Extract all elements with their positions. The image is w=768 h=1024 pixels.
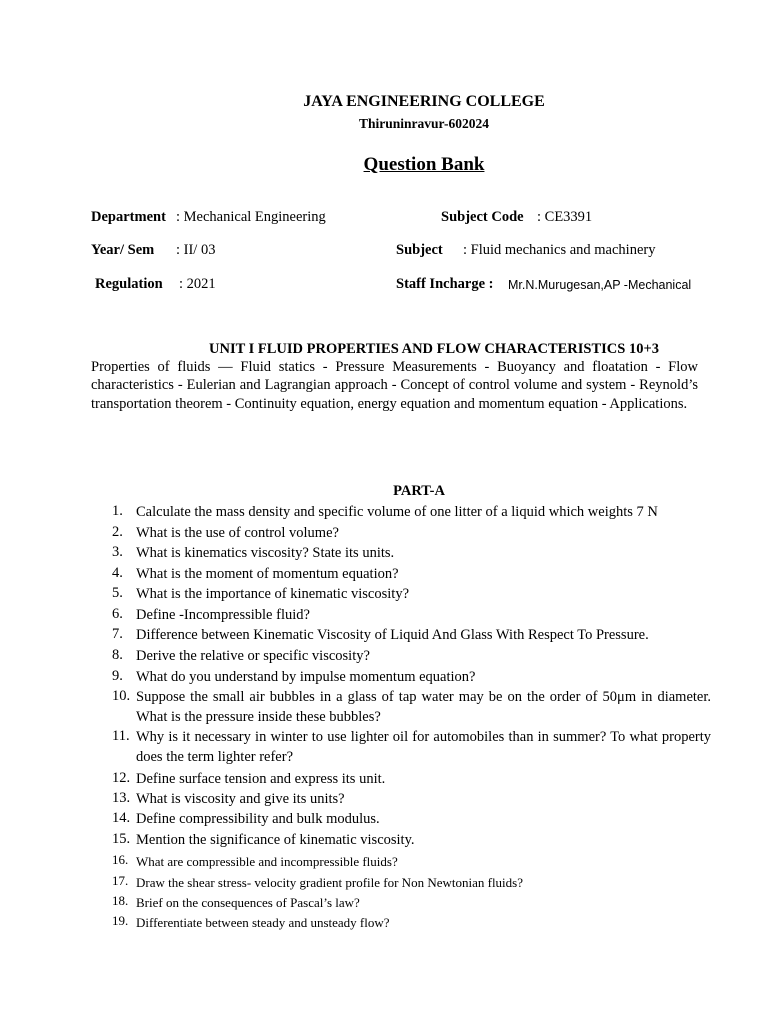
question-text: Mention the significance of kinematic viscosity. — [136, 832, 415, 848]
question-number: 3. — [112, 544, 123, 560]
unit-syllabus: Properties of fluids — Fluid statics - Pressure Measurements - Buoyancy and floatation - Flow characteristics - Eulerian and Lagrangian approach - Concept of control volume and system - Reynold’s transportation theorem - Continuity equation, energy equation and momentum equation - Applications. — [91, 359, 698, 412]
part-a-heading: PART-A — [393, 483, 445, 499]
question-number: 7. — [112, 626, 123, 642]
staff-incharge-label: Staff Incharge : — [396, 276, 494, 292]
question-number: 16. — [112, 852, 129, 867]
question-text: Why is it necessary in winter to use lighter oil for automobiles than in summer? To what property does the term lighter refer? — [136, 729, 711, 765]
question-number: 6. — [112, 606, 123, 622]
question-number: 15. — [112, 831, 131, 847]
question-text: What are compressible and incompressible fluids? — [136, 854, 398, 869]
question-number: 17. — [112, 873, 129, 888]
question-text: Difference between Kinematic Viscosity of Liquid And Glass With Respect To Pressure. — [136, 627, 649, 643]
subject-code-label: Subject Code — [441, 209, 524, 225]
question-text: Calculate the mass density and specific volume of one litter of a liquid which weights 7 N — [136, 504, 658, 520]
question-text: Define compressibility and bulk modulus. — [136, 811, 380, 827]
year-sem-value: : II/ 03 — [176, 242, 216, 258]
college-name: JAYA ENGINEERING COLLEGE — [303, 93, 545, 110]
question-text: What is the importance of kinematic viscosity? — [136, 586, 410, 602]
staff-incharge-value: Mr.N.Murugesan,AP -Mechanical — [508, 278, 692, 292]
question-text: Define surface tension and express its unit. — [136, 771, 386, 787]
question-text: Define -Incompressible fluid? — [136, 607, 310, 623]
question-text: What is the moment of momentum equation? — [136, 566, 399, 582]
subject-code-value: : CE3391 — [537, 209, 593, 225]
question-number: 1. — [112, 503, 123, 519]
question-text: Differentiate between steady and unsteady flow? — [136, 915, 390, 930]
question-text: Brief on the consequences of Pascal’s law? — [136, 895, 360, 910]
question-number: 14. — [112, 810, 131, 826]
question-number: 13. — [112, 790, 131, 806]
question-number: 12. — [112, 770, 131, 786]
department-value: : Mechanical Engineering — [176, 209, 326, 225]
year-sem-label: Year/ Sem — [91, 242, 155, 258]
question-text: What is viscosity and give its units? — [136, 791, 345, 807]
subject-label: Subject — [396, 242, 443, 258]
question-text: What is the use of control volume? — [136, 525, 339, 541]
regulation-label: Regulation — [95, 276, 163, 292]
question-text: Suppose the small air bubbles in a glass of tap water may be on the order of 50μm in diameter. What is the pressure inside these bubbles? — [136, 689, 711, 725]
question-number: 11. — [112, 728, 130, 744]
subject-value: : Fluid mechanics and machinery — [463, 242, 656, 258]
question-text: What do you understand by impulse momentum equation? — [136, 669, 476, 685]
question-number: 8. — [112, 647, 123, 663]
question-number: 2. — [112, 524, 123, 540]
question-number: 4. — [112, 565, 123, 581]
department-label: Department — [91, 209, 166, 225]
question-number: 9. — [112, 668, 123, 684]
college-address: Thiruninravur-602024 — [358, 116, 490, 131]
unit-title: UNIT I FLUID PROPERTIES AND FLOW CHARACTERISTICS 10+3 — [209, 341, 659, 357]
question-text: Draw the shear stress- velocity gradient profile for Non Newtonian fluids? — [136, 875, 523, 890]
question-text: What is kinematics viscosity? State its units. — [136, 545, 395, 561]
question-number: 5. — [112, 585, 123, 601]
question-number: 19. — [112, 913, 129, 928]
question-text: Derive the relative or specific viscosity? — [136, 648, 370, 664]
question-number: 18. — [112, 893, 129, 908]
document-title: Question Bank — [363, 154, 485, 175]
question-number: 10. — [112, 688, 131, 704]
regulation-value: : 2021 — [179, 276, 216, 292]
